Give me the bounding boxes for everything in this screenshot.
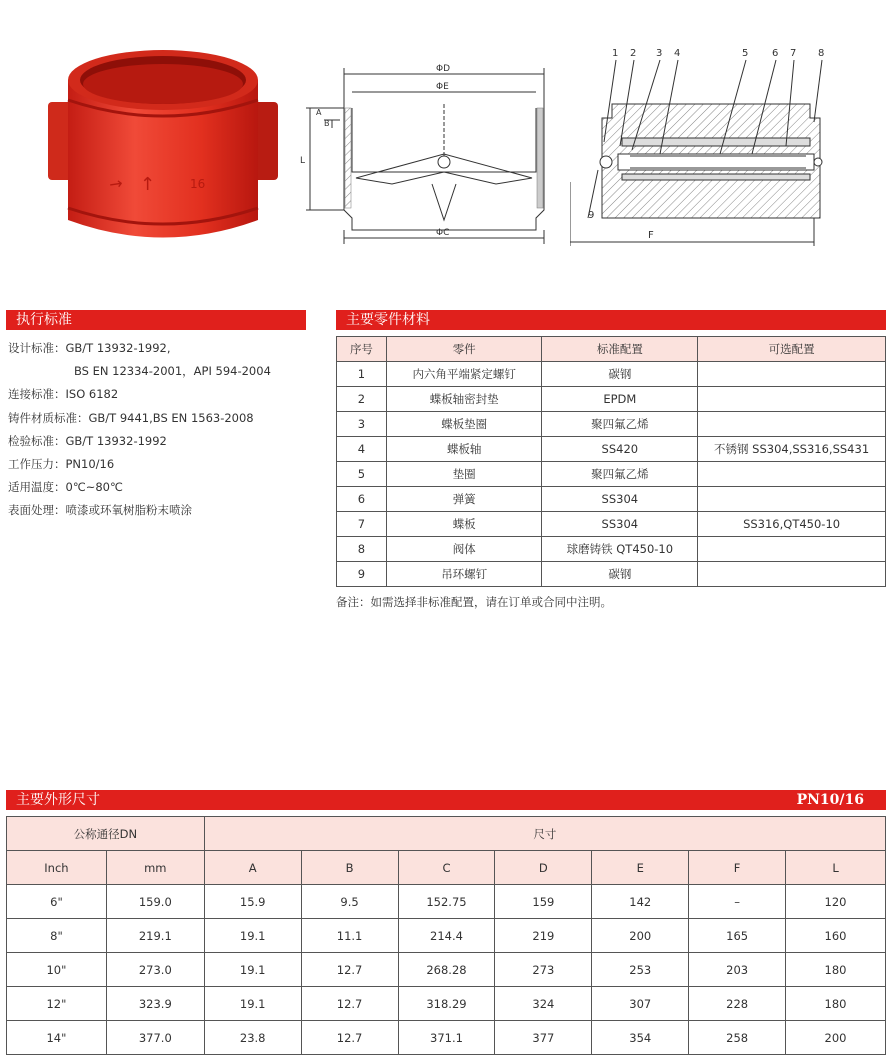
dimensions-title: 主要外形尺寸: [16, 792, 100, 808]
dimensions-cell: 6": [7, 885, 107, 919]
parts-title: 主要零件材料: [346, 312, 430, 328]
dimensions-cell: 323.9: [106, 987, 204, 1021]
standards-line: 设计标准：GB/T 13932-1992,: [8, 341, 171, 355]
parts-row: [337, 512, 886, 537]
dimensions-cell: 371.1: [398, 1021, 495, 1055]
dimensions-cell: 180: [786, 987, 886, 1021]
dimensions-cell: 377.0: [106, 1021, 204, 1055]
parts-cell: EPDM: [542, 387, 698, 412]
callout-6: 6: [772, 48, 779, 59]
parts-cell: [698, 487, 886, 512]
dimensions-cell: 8": [7, 919, 107, 953]
dimensions-header-cell: C: [398, 851, 495, 885]
dimensions-cell: 273.0: [106, 953, 204, 987]
dimensions-cell: 219: [495, 919, 592, 953]
dimensions-cell: 12.7: [301, 953, 398, 987]
dimensions-cell: 253: [592, 953, 689, 987]
dimensions-cell: 14": [7, 1021, 107, 1055]
dimensions-cell: 268.28: [398, 953, 495, 987]
parts-row: [337, 537, 886, 562]
parts-cell: 9: [337, 562, 387, 587]
parts-cell: SS420: [542, 437, 698, 462]
callout-7: 7: [790, 48, 797, 59]
parts-cell: 球磨铸铁 QT450-10: [542, 537, 698, 562]
standards-title: 执行标准: [16, 312, 72, 328]
standards-line: 检验标准：GB/T 13932-1992: [8, 433, 167, 448]
standards-title-bar: [6, 310, 306, 330]
dimensions-header-cell: F: [689, 851, 786, 885]
dimensions-cell: 324: [495, 987, 592, 1021]
standards-line: BS EN 12334-2001，API 594-2004: [74, 364, 271, 379]
parts-cell: [698, 562, 886, 587]
dimensions-cell: 219.1: [106, 919, 204, 953]
parts-cell: 垫圈: [386, 462, 542, 487]
dim-label-f: F: [648, 230, 654, 241]
dimensions-cell: 23.8: [204, 1021, 301, 1055]
dimensions-row: [7, 953, 886, 987]
parts-cell: 8: [337, 537, 387, 562]
dimensions-cell: 152.75: [398, 885, 495, 919]
parts-cell: 5: [337, 462, 387, 487]
dimensions-cell: 19.1: [204, 987, 301, 1021]
dimensions-table: [6, 816, 886, 1055]
dimensions-header-cell: A: [204, 851, 301, 885]
section-drawing: [570, 42, 830, 252]
parts-row: [337, 362, 886, 387]
parts-row: [337, 487, 886, 512]
parts-cell: 阀体: [386, 537, 542, 562]
parts-cell: SS304: [542, 512, 698, 537]
parts-cell: 7: [337, 512, 387, 537]
dimensions-cell: 200: [592, 919, 689, 953]
parts-cell: [698, 462, 886, 487]
parts-cell: 2: [337, 387, 387, 412]
dimensions-header-cell: Inch: [7, 851, 107, 885]
standards-line: 工作压力：PN10/16: [8, 457, 115, 472]
dimensions-cell: 354: [592, 1021, 689, 1055]
dimensions-cell: 203: [689, 953, 786, 987]
dimensions-cell: 159: [495, 885, 592, 919]
dimensions-cell: 10": [7, 953, 107, 987]
dimensions-row: [7, 919, 886, 953]
parts-row: [337, 437, 886, 462]
dimensions-cell: 165: [689, 919, 786, 953]
dimensions-cell: 142: [592, 885, 689, 919]
dimensions-cell: 15.9: [204, 885, 301, 919]
parts-cell: 碳钢: [542, 562, 698, 587]
dim-label-c: ΦC: [436, 228, 450, 238]
parts-cell: [698, 387, 886, 412]
dimensions-cell: 318.29: [398, 987, 495, 1021]
parts-header-row: [337, 337, 886, 362]
dimensions-row: [7, 1021, 886, 1055]
dim-label-b: B: [324, 119, 330, 128]
callout-1: 1: [612, 48, 619, 59]
parts-cell: 吊环螺钉: [386, 562, 542, 587]
parts-cell: [698, 362, 886, 387]
pressure-rating: PN10/16: [796, 792, 864, 808]
standards-line: 表面处理：喷漆或环氧树脂粉末喷涂: [8, 503, 192, 518]
dimensions-header-cell: E: [592, 851, 689, 885]
parts-row: [337, 562, 886, 587]
parts-header-cell: 序号: [337, 337, 387, 362]
dimensions-group-row: [7, 817, 886, 851]
dimensions-cell: 160: [786, 919, 886, 953]
dimensions-header-cell: D: [495, 851, 592, 885]
nominal-diameter-header: 公称通径DN: [7, 817, 205, 851]
dimensions-cell: –: [689, 885, 786, 919]
parts-cell: 蝶板: [386, 512, 542, 537]
parts-cell: 不锈钢 SS304,SS316,SS431: [698, 437, 886, 462]
parts-cell: 碳钢: [542, 362, 698, 387]
dimensions-cell: 159.0: [106, 885, 204, 919]
parts-cell: 聚四氟乙烯: [542, 412, 698, 437]
dim-label-e: ΦE: [436, 82, 449, 92]
parts-title-bar: [336, 310, 886, 330]
callout-3: 3: [656, 48, 663, 59]
dimensions-title-bar: [6, 790, 886, 810]
dimensions-cell: 377: [495, 1021, 592, 1055]
dimensions-cell: 200: [786, 1021, 886, 1055]
size-header: 尺寸: [204, 817, 885, 851]
dimensions-cell: 307: [592, 987, 689, 1021]
callout-8: 8: [818, 48, 825, 59]
parts-cell: SS304: [542, 487, 698, 512]
dimensions-cell: 180: [786, 953, 886, 987]
svg-text:16: 16: [190, 177, 206, 191]
parts-header-cell: 可选配置: [698, 337, 886, 362]
dimensions-cell: 12": [7, 987, 107, 1021]
parts-cell: [698, 412, 886, 437]
dimensions-cell: 12.7: [301, 987, 398, 1021]
standards-line: 连接标准：ISO 6182: [8, 387, 119, 402]
parts-cell: 聚四氟乙烯: [542, 462, 698, 487]
parts-cell: SS316,QT450-10: [698, 512, 886, 537]
callout-5: 5: [742, 48, 749, 59]
parts-row: [337, 387, 886, 412]
dimensions-cell: 9.5: [301, 885, 398, 919]
parts-header-cell: 零件: [386, 337, 542, 362]
product-photo: [40, 40, 290, 250]
parts-cell: 蝶板轴密封垫: [386, 387, 542, 412]
dimensions-cell: 19.1: [204, 919, 301, 953]
parts-cell: 4: [337, 437, 387, 462]
dimensions-cell: 228: [689, 987, 786, 1021]
dimensions-header-cell: B: [301, 851, 398, 885]
svg-text:↑: ↑: [140, 174, 156, 195]
dimensions-row: [7, 885, 886, 919]
dimensions-cell: 258: [689, 1021, 786, 1055]
standards-list: [8, 337, 271, 523]
dimensions-header-row: [7, 851, 886, 885]
parts-cell: 3: [337, 412, 387, 437]
dimensions-row: [7, 987, 886, 1021]
dim-label-l: L: [300, 156, 306, 166]
dimensions-cell: 214.4: [398, 919, 495, 953]
dimensions-header-cell: mm: [106, 851, 204, 885]
svg-text:→: →: [107, 173, 124, 194]
dim-label-d: ΦD: [436, 64, 451, 74]
dimensions-header-cell: L: [786, 851, 886, 885]
parts-cell: 内六角平端紧定螺钉: [386, 362, 542, 387]
parts-cell: 1: [337, 362, 387, 387]
dimensions-cell: 12.7: [301, 1021, 398, 1055]
parts-cell: 6: [337, 487, 387, 512]
parts-row: [337, 462, 886, 487]
parts-cell: 蝶板垫圈: [386, 412, 542, 437]
dimensions-cell: 273: [495, 953, 592, 987]
parts-note: 备注：如需选择非标准配置，请在订单或合同中注明。: [336, 595, 612, 609]
callout-9: 9: [588, 210, 595, 221]
parts-row: [337, 412, 886, 437]
standards-line: 铸件材质标准：GB/T 9441,BS EN 1563-2008: [8, 410, 254, 425]
parts-header-cell: 标准配置: [542, 337, 698, 362]
dimensions-cell: 120: [786, 885, 886, 919]
parts-table: [336, 336, 886, 587]
parts-cell: [698, 537, 886, 562]
dimensions-cell: 11.1: [301, 919, 398, 953]
standards-line: 适用温度：0℃~80℃: [8, 480, 123, 495]
dim-label-a: A: [316, 108, 322, 117]
callout-2: 2: [630, 48, 637, 59]
parts-cell: 弹簧: [386, 487, 542, 512]
callout-4: 4: [674, 48, 681, 59]
dimension-drawing: [296, 60, 556, 250]
dimensions-cell: 19.1: [204, 953, 301, 987]
parts-cell: 蝶板轴: [386, 437, 542, 462]
